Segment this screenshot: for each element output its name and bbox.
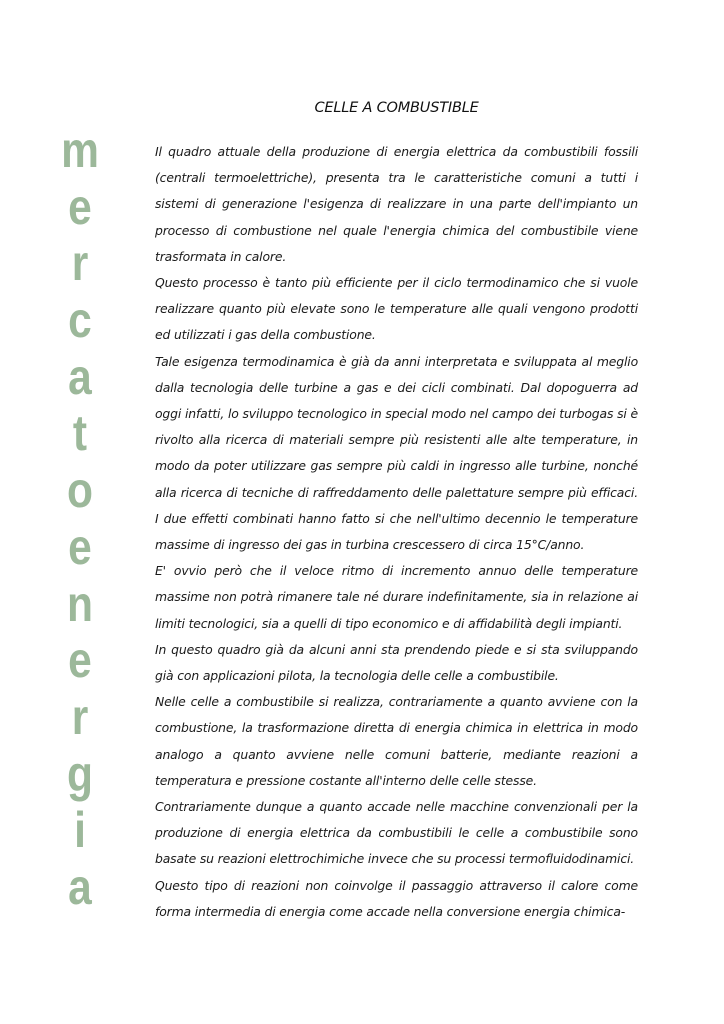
watermark-letter: m: [61, 122, 99, 178]
watermark-letter: g: [67, 745, 93, 802]
paragraph: Il quadro attuale della produzione di energia elettrica da combustibili fossili (centrali termoelettriche), presenta tra le caratteristiche comuni a tutti i sistemi di generazione l'esigenza di realizzare in una parte dell'impianto un processo di combustione nel quale l'energia chimica del combustibile viene trasformata in calore.: [155, 144, 638, 264]
paragraph: Contrariamente dunque a quanto accade nelle macchine convenzionali per la produzione di energia elettrica da combustibili le celle a combustibile sono basate su reazioni elettrochimiche invece che su processi termofluidodinamici.: [155, 799, 638, 867]
paragraph: Tale esigenza termodinamica è già da anni interpretata e sviluppata al meglio dalla tecnologia delle turbine a gas e dei cicli combinati. Dal dopoguerra ad oggi infatti, lo sviluppo tecnologico in special modo nel campo dei turbogas si è rivolto alla ricerca di materiali sempre più resistenti alle alte temperature, in modo da poter utilizzare gas sempre più caldi in ingresso alle turbine, nonché alla ricerca di tecniche di raffreddamento delle palettature sempre più efficaci. I due effetti combinati hanno fatto si che nell'ultimo decennio le temperature massime di ingresso dei gas in turbina crescessero di circa 15°C/anno.: [155, 353, 638, 553]
watermark-letter: r: [71, 235, 89, 292]
document-body: [155, 139, 638, 925]
watermark-letter: r: [71, 688, 89, 745]
paragraph: In questo quadro già da alcuni anni sta prendendo piede e si sta sviluppando già con applicazioni pilota, la tecnologia delle celle a combustibile.: [155, 641, 638, 684]
watermark-letter: i: [74, 802, 86, 859]
paragraph: Questo processo è tanto più efficiente per il ciclo termodinamico che si vuole realizzare quanto più elevate sono le temperature alle quali vengono prodotti ed utilizzati i gas della combustione.: [155, 275, 638, 343]
watermark-letter: e: [68, 518, 92, 575]
watermark-letter: e: [68, 178, 92, 235]
paragraph: E' ovvio però che il veloce ritmo di incremento annuo delle temperature massime non potrà rimanere tale né durare indefinitamente, sia in relazione ai limiti tecnologici, sia a quelli di tipo economico e di affidabilità degli impianti.: [155, 563, 638, 631]
watermark-letter: e: [68, 632, 92, 689]
paragraph: Nelle celle a combustibile si realizza, contrariamente a quanto avviene con la combustione, la trasformazione diretta di energia chimica in elettrica in modo analogo a quanto avviene nelle comuni batterie, mediante reazioni a temperatura e pressione costante all'interno delle celle stesse.: [155, 694, 638, 788]
document-title: CELLE A COMBUSTIBLE: [314, 100, 479, 116]
watermark-letter: t: [72, 405, 88, 462]
watermark-letter: c: [68, 292, 92, 349]
paragraph: Questo tipo di reazioni non coinvolge il passaggio attraverso il calore come forma intermedia di energia come accade nella conversione energia chimica-: [155, 877, 638, 919]
watermark-letter: o: [67, 462, 93, 519]
watermark-letter: n: [67, 575, 93, 632]
watermark-letter: a: [68, 348, 92, 405]
watermark-letter: a: [68, 858, 92, 915]
vertical-watermark: [50, 122, 110, 916]
